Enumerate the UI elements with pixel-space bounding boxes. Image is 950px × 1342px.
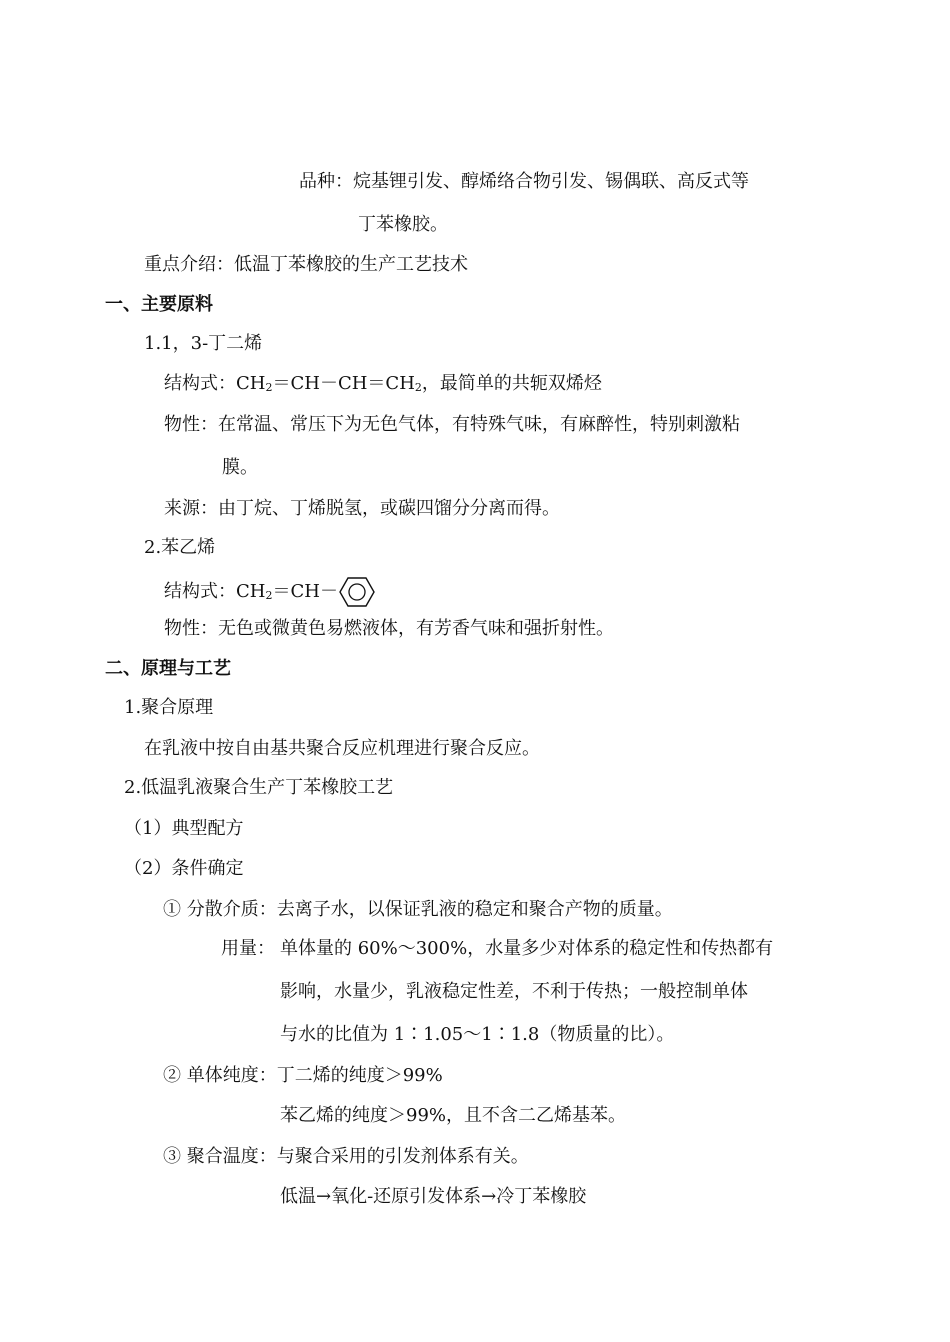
dispersion-medium-text: 去离子水，以保证乳液的稳定和聚合产物的质量。 <box>276 899 673 920</box>
formula-subscript: 2 <box>414 381 422 394</box>
usage-line-2: 影响，水量少，乳液稳定性差，不利于传热；一般控制单体 <box>280 981 748 1002</box>
formula-subscript: 2 <box>265 589 273 602</box>
butadiene-formula <box>164 372 602 396</box>
benzene-ring-icon <box>339 576 375 608</box>
styrene-formula <box>164 576 375 608</box>
process-heading: 2.低温乳液聚合生产丁苯橡胶工艺 <box>124 777 394 798</box>
varieties-line-2: 丁苯橡胶。 <box>358 214 448 235</box>
varieties-line-1: 品种：烷基锂引发、醇烯络合物引发、锡偶联、高反式等 <box>299 171 749 192</box>
usage-line-1: 单体量的 60%～300%，水量多少对体系的稳定性和传热都有 <box>280 938 774 959</box>
formula-subscript: 2 <box>265 381 273 394</box>
section-2-title: 二、原理与工艺 <box>105 658 231 679</box>
formula-ch: CH <box>236 581 266 602</box>
styrene-heading: 2.苯乙烯 <box>144 537 216 558</box>
formula-chain: ＝CH－ <box>272 581 338 602</box>
low-temperature-chain: 低温→氧化-还原引发体系→冷丁苯橡胶 <box>280 1186 587 1207</box>
dispersion-medium-item <box>163 898 673 922</box>
styrene-property: 物性：无色或微黄色易燃液体，有芳香气味和强折射性。 <box>164 618 614 639</box>
monomer-purity-item <box>163 1064 443 1088</box>
usage-line-3: 与水的比值为 1∶1.05～1∶1.8（物质量的比）。 <box>280 1024 675 1045</box>
principle-text: 在乳液中按自由基共聚合反应机理进行聚合反应。 <box>144 738 540 759</box>
formula-description: ，最简单的共轭双烯烃 <box>421 373 602 394</box>
butadiene-purity: 丁二烯的纯度＞99% <box>276 1065 443 1086</box>
formula-label: 结构式： <box>164 373 236 394</box>
butadiene-property-line-1: 物性：在常温、常压下为无色气体，有特殊气味，有麻醉性，特别刺激粘 <box>164 414 740 435</box>
formula-ch: CH <box>236 373 266 394</box>
conditions-heading: （2）条件确定 <box>124 858 244 879</box>
section-1-title: 一、主要原料 <box>105 294 213 315</box>
formula-label: 结构式： <box>164 581 236 602</box>
butadiene-heading: 1.1，3-丁二烯 <box>144 333 263 354</box>
butadiene-source: 来源：由丁烷、丁烯脱氢，或碳四馏分分离而得。 <box>164 498 560 519</box>
monomer-purity-label: ② 单体纯度： <box>163 1065 277 1086</box>
butadiene-property-line-2: 膜。 <box>222 457 258 478</box>
styrene-purity: 苯乙烯的纯度＞99%，且不含二乙烯基苯。 <box>280 1105 627 1126</box>
principle-heading: 1.聚合原理 <box>124 697 214 718</box>
formula-chain: ＝CH－CH＝CH <box>272 373 415 394</box>
dispersion-medium-label: ① 分散介质： <box>163 899 277 920</box>
polymerization-temperature-item <box>163 1145 529 1169</box>
polymerization-temperature-label: ③ 聚合温度： <box>163 1146 277 1167</box>
temperature-text: 与聚合采用的引发剂体系有关。 <box>276 1146 529 1167</box>
typical-formula-heading: （1）典型配方 <box>124 818 244 839</box>
focus-line: 重点介绍：低温丁苯橡胶的生产工艺技术 <box>144 254 468 275</box>
usage-label: 用量： <box>221 938 275 959</box>
